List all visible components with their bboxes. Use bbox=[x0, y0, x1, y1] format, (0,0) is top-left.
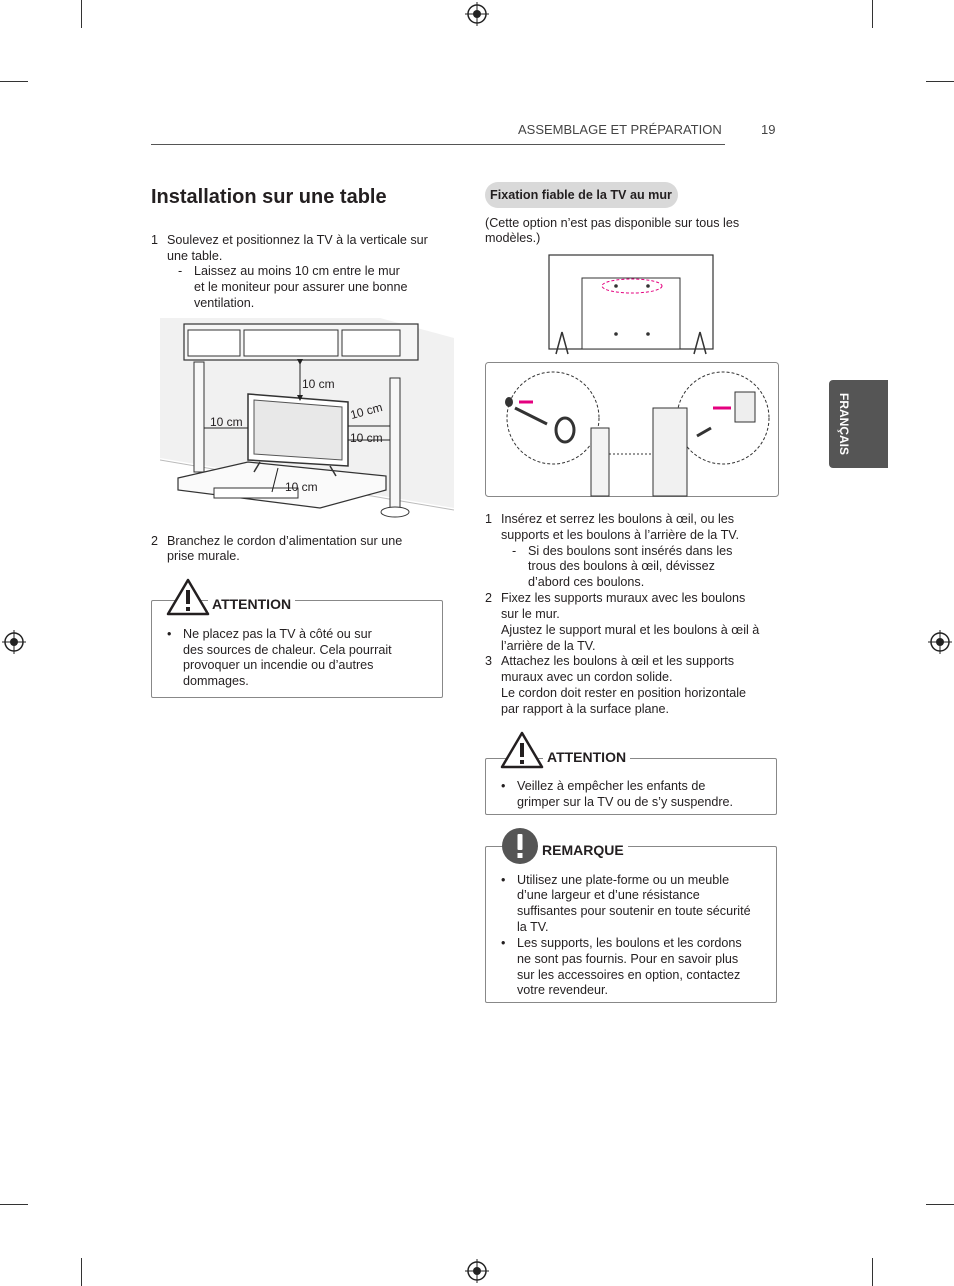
dimension-label: 10 cm bbox=[285, 480, 318, 494]
remark-text: ne sont pas fournis. Pour en savoir plus bbox=[517, 952, 739, 966]
remark-text: • Les supports, les boulons et les cordons bbox=[517, 935, 742, 951]
step-text: Le cordon doit rester en position horizontale bbox=[501, 686, 747, 700]
sub-text: Si des boulons sont insérés dans les bbox=[528, 544, 733, 558]
step-text: une table. bbox=[167, 249, 223, 263]
crop-mark bbox=[0, 81, 28, 82]
attention-text: dommages. bbox=[183, 674, 249, 688]
attention-text: • Veillez à empêcher les enfants de bbox=[517, 778, 705, 794]
sub-text: trous des boulons à œil, dévissez bbox=[528, 559, 715, 573]
sub-dash: - bbox=[178, 264, 183, 278]
step-text: Branchez le cordon d’alimentation sur une bbox=[167, 534, 403, 548]
tv-back-diagram bbox=[548, 254, 714, 358]
registration-mark-icon bbox=[928, 630, 952, 654]
step-text: Insérez et serrez les boulons à œil, ou les bbox=[501, 512, 735, 526]
step-number: 2 bbox=[485, 591, 493, 605]
attention-text: provoquer un incendie ou d’autres bbox=[183, 658, 374, 672]
remark-text: suffisantes pour soutenir en toute sécurité bbox=[517, 904, 751, 918]
step-text: Attachez les boulons à œil et les supports bbox=[501, 654, 735, 668]
sub-text: ventilation. bbox=[194, 296, 255, 310]
crop-mark bbox=[872, 0, 873, 28]
step-text: supports et les boulons à l’arrière de la TV. bbox=[501, 528, 740, 542]
page-number: 19 bbox=[761, 122, 776, 137]
registration-mark-icon bbox=[465, 2, 489, 26]
remark-title: REMARQUE bbox=[538, 842, 628, 858]
step-text: Soulevez et positionnez la TV à la verticale sur bbox=[167, 233, 428, 247]
sub-text: Laissez au moins 10 cm entre le mur bbox=[194, 264, 400, 278]
availability-note: (Cette option n’est pas disponible sur tous les bbox=[485, 216, 740, 230]
wall-mount-diagram bbox=[485, 362, 779, 497]
page-title: Installation sur une table bbox=[151, 186, 387, 208]
language-tab-label: FRANÇAIS bbox=[837, 393, 851, 455]
step-text: par rapport à la surface plane. bbox=[501, 702, 670, 716]
remark-text: votre revendeur. bbox=[517, 983, 609, 997]
attention-text: des sources de chaleur. Cela pourrait bbox=[183, 643, 392, 657]
crop-mark bbox=[872, 1258, 873, 1286]
crop-mark bbox=[81, 1258, 82, 1286]
step-text: muraux avec un cordon solide. bbox=[501, 670, 673, 684]
crop-mark bbox=[926, 1204, 954, 1205]
step-text: Fixez les supports muraux avec les boulons bbox=[501, 591, 746, 605]
dimension-label: 10 cm bbox=[302, 377, 335, 391]
attention-title: ATTENTION bbox=[208, 596, 295, 612]
sub-dash: - bbox=[512, 544, 517, 558]
step-number: 1 bbox=[485, 512, 493, 526]
step-text: sur le mur. bbox=[501, 607, 560, 621]
remark-text: • Utilisez une plate-forme ou un meuble bbox=[517, 872, 729, 888]
step-text: l’arrière de la TV. bbox=[501, 639, 596, 653]
warning-triangle-icon bbox=[166, 578, 210, 616]
step-number: 3 bbox=[485, 654, 493, 668]
section-pill: Fixation fiable de la TV au mur bbox=[485, 182, 678, 208]
remark-text: la TV. bbox=[517, 920, 549, 934]
attention-text: • Ne placez pas la TV à côté ou sur bbox=[183, 626, 372, 642]
crop-mark bbox=[0, 1204, 28, 1205]
dimension-label: 10 cm bbox=[350, 431, 383, 445]
registration-mark-icon bbox=[465, 1259, 489, 1283]
crop-mark bbox=[81, 0, 82, 28]
registration-mark-icon bbox=[2, 630, 26, 654]
step-number: 1 bbox=[151, 233, 159, 247]
remark-text: sur les accessoires en option, contactez bbox=[517, 968, 741, 982]
step-number: 2 bbox=[151, 534, 159, 548]
remark-text: d’une largeur et d’une résistance bbox=[517, 888, 700, 902]
section-header: ASSEMBLAGE ET PRÉPARATION bbox=[518, 122, 722, 137]
attention-title: ATTENTION bbox=[543, 749, 630, 765]
sub-text: d’abord ces boulons. bbox=[528, 575, 645, 589]
availability-note: modèles.) bbox=[485, 231, 541, 245]
dimension-label: 10 cm bbox=[210, 415, 243, 429]
dimension-label: 10 cm bbox=[348, 400, 384, 422]
crop-mark bbox=[926, 81, 954, 82]
step-text: Ajustez le support mural et les boulons à œil à bbox=[501, 623, 760, 637]
step-text: prise murale. bbox=[167, 549, 240, 563]
attention-text: grimper sur la TV ou de s’y suspendre. bbox=[517, 795, 734, 809]
warning-triangle-icon bbox=[500, 731, 544, 769]
sub-text: et le moniteur pour assurer une bonne bbox=[194, 280, 408, 294]
language-tab bbox=[829, 380, 888, 468]
header-rule bbox=[151, 144, 725, 145]
note-exclamation-icon bbox=[500, 826, 540, 866]
